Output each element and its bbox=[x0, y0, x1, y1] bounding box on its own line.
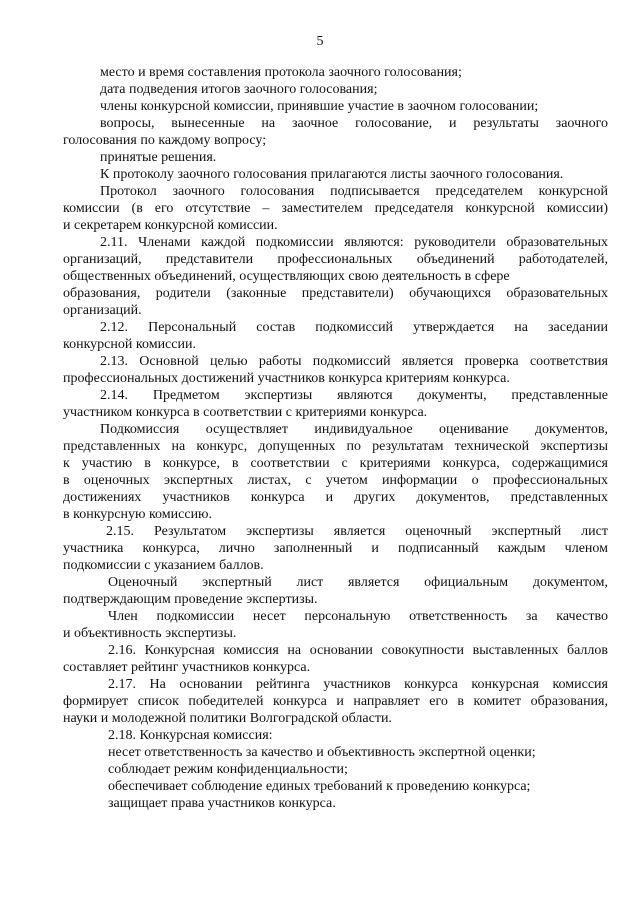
text-line: и объективность экспертизы. bbox=[63, 626, 237, 641]
text-line: 2.17. На основании рейтинга участников конкурса конкурсная комиссия bbox=[108, 677, 608, 692]
text-line: защищает права участников конкурса. bbox=[108, 796, 336, 811]
text-line: комиссии (в его отсутствие – заместителем председателя конкурсной комиссии) bbox=[63, 201, 608, 216]
text-line: образования, родители (законные представители) обучающихся образовательных bbox=[63, 286, 608, 301]
text-line: Протокол заочного голосования подписывается председателем конкурсной bbox=[100, 184, 608, 199]
text-line: составляет рейтинг участников конкурса. bbox=[63, 660, 311, 675]
text-line: к участию в конкурсе, в соответствии с критериями конкурса, содержащимися bbox=[63, 456, 608, 471]
text-line: организаций. bbox=[63, 303, 142, 318]
text-line: организаций, представители профессиональных объединений работодателей, bbox=[63, 252, 608, 267]
text-line: Подкомиссия осуществляет индивидуальное оценивание документов, bbox=[100, 422, 608, 437]
text-line: 2.11. Членами каждой подкомиссии являются: руководители образовательных bbox=[100, 235, 608, 250]
text-line: соблюдает режим конфиденциальности; bbox=[108, 762, 348, 777]
text-line: принятые решения. bbox=[100, 150, 217, 165]
text-line: дата подведения итогов заочного голосования; bbox=[100, 82, 378, 97]
text-line: представленных на конкурс, допущенных по результатам технической экспертизы bbox=[63, 439, 608, 454]
text-line: 2.16. Конкурсная комиссия на основании совокупности выставленных баллов bbox=[108, 643, 608, 658]
page-number: 5 bbox=[316, 34, 324, 49]
text-line: профессиональных достижений участников конкурса критериям конкурса. bbox=[63, 371, 510, 386]
text-line: участником конкурса в соответствии с критериями конкурса. bbox=[63, 405, 428, 420]
text-line: Оценочный экспертный лист является официальным документом, bbox=[108, 575, 608, 590]
text-line: 2.12. Персональный состав подкомиссий утверждается на заседании bbox=[100, 320, 608, 335]
text-line: подкомиссии с указанием баллов. bbox=[63, 558, 264, 573]
document-body bbox=[63, 64, 608, 812]
text-line: 2.15. Результатом экспертизы является оценочный экспертный лист bbox=[106, 524, 608, 539]
text-line: и секретарем конкурсной комиссии. bbox=[63, 218, 278, 233]
text-line: формирует список победителей конкурса и направляет его в комитет образования, bbox=[63, 694, 608, 709]
text-line: несет ответственность за качество и объективность экспертной оценки; bbox=[108, 745, 536, 760]
text-line: члены конкурсной комиссии, принявшие участие в заочном голосовании; bbox=[100, 99, 539, 114]
text-line: конкурсной комиссии. bbox=[63, 337, 196, 352]
text-line: в оценочных экспертных листах, с учетом информации о профессиональных bbox=[63, 473, 608, 488]
text-line: общественных объединений, осуществляющих свою деятельность в сфере bbox=[63, 269, 510, 284]
text-line: подтверждающим проведение экспертизы. bbox=[63, 592, 318, 607]
text-line: 2.14. Предметом экспертизы являются документы, представленные bbox=[100, 388, 608, 403]
text-line: вопросы, вынесенные на заочное голосование, и результаты заочного bbox=[100, 116, 608, 131]
text-line: голосования по каждому вопросу; bbox=[63, 133, 267, 148]
text-line: участника конкурса, лично заполненный и подписанный каждым членом bbox=[63, 541, 608, 556]
text-line: достижениях участников конкурса и других документов, представленных bbox=[63, 490, 608, 505]
text-line: К протоколу заочного голосования прилагаются листы заочного голосования. bbox=[100, 167, 564, 182]
text-line: 2.13. Основной целью работы подкомиссий является проверка соответствия bbox=[100, 354, 608, 369]
text-line: место и время составления протокола заочного голосования; bbox=[100, 65, 462, 80]
text-line: в конкурсную комиссию. bbox=[63, 507, 213, 522]
text-line: Член подкомиссии несет персональную ответственность за качество bbox=[108, 609, 608, 624]
text-line: науки и молодежной политики Волгоградской области. bbox=[63, 711, 392, 726]
text-line: 2.18. Конкурсная комиссия: bbox=[108, 728, 273, 743]
text-line: обеспечивает соблюдение единых требований к проведению конкурса; bbox=[108, 779, 531, 794]
